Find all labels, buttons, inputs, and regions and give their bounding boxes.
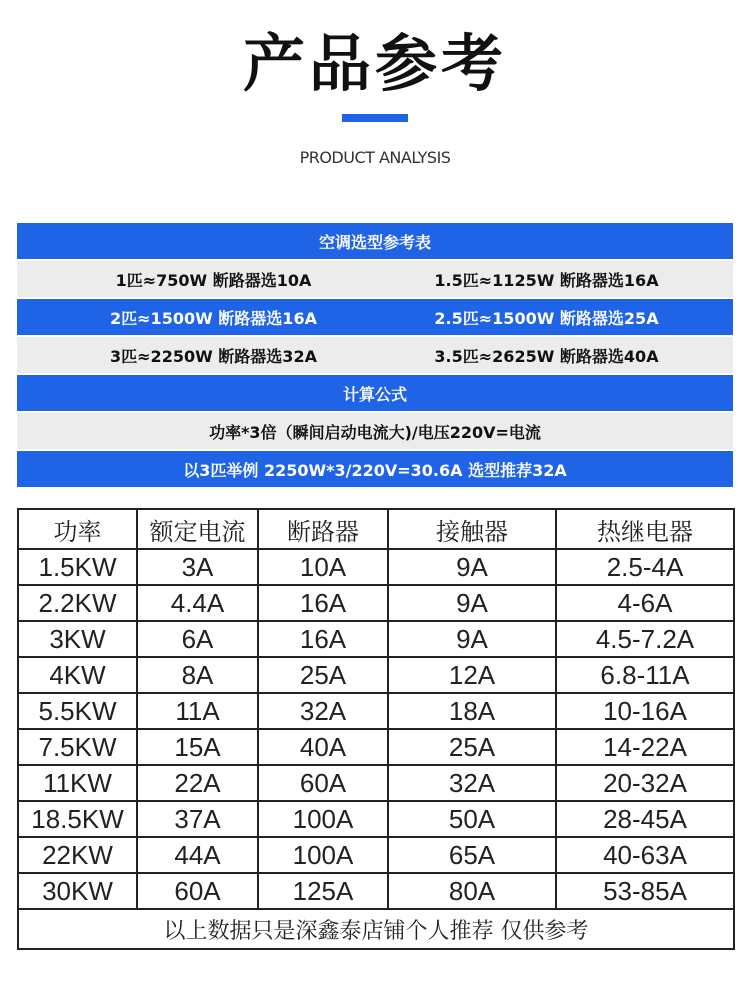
table-cell: 44A <box>137 837 258 873</box>
table-cell: 22A <box>137 765 258 801</box>
table-row <box>18 693 734 729</box>
table-cell: 4.5-7.2A <box>556 621 734 657</box>
table-cell: 50A <box>388 801 556 837</box>
table-cell: 12A <box>388 657 556 693</box>
table-cell: 4KW <box>18 657 137 693</box>
formula-title-row <box>17 375 733 413</box>
table-row <box>18 549 734 585</box>
reference-cell: 3匹≈2250W 断路器选32A <box>110 346 317 366</box>
table-row <box>18 801 734 837</box>
table-cell: 53-85A <box>556 873 734 909</box>
table-cell: 2.2KW <box>18 585 137 621</box>
table-cell: 6.8-11A <box>556 657 734 693</box>
table-footer: 以上数据只是深鑫泰店铺个人推荐 仅供参考 <box>18 909 734 949</box>
table-row <box>18 837 734 873</box>
table-cell: 40-63A <box>556 837 734 873</box>
table-cell: 32A <box>258 693 388 729</box>
reference-title: 空调选型参考表 <box>318 232 431 252</box>
table-row <box>18 765 734 801</box>
table-cell: 6A <box>137 621 258 657</box>
table-footer-row <box>18 909 734 949</box>
table-cell: 60A <box>258 765 388 801</box>
reference-cell: 1匹≈750W 断路器选10A <box>115 270 312 290</box>
table-cell: 2.5-4A <box>556 549 734 585</box>
table-cell: 7.5KW <box>18 729 137 765</box>
table-cell: 3A <box>137 549 258 585</box>
table-cell: 10-16A <box>556 693 734 729</box>
table-cell: 3KW <box>18 621 137 657</box>
table-cell: 4.4A <box>137 585 258 621</box>
reference-title-row <box>17 223 733 261</box>
reference-panel <box>17 223 733 489</box>
header-thermal-relay: 热继电器 <box>556 509 734 549</box>
table-header-row <box>18 509 734 549</box>
header-rated-current: 额定电流 <box>137 509 258 549</box>
example-text: 以3匹举例 2250W*3/220V=30.6A 选型推荐32A <box>183 460 567 480</box>
header-breaker: 断路器 <box>258 509 388 549</box>
table-row <box>18 621 734 657</box>
table-cell: 80A <box>388 873 556 909</box>
table-cell: 9A <box>388 585 556 621</box>
table-cell: 11KW <box>18 765 137 801</box>
reference-cell: 2.5匹≈1500W 断路器选25A <box>434 308 659 328</box>
table-cell: 9A <box>388 621 556 657</box>
table-cell: 22KW <box>18 837 137 873</box>
table-cell: 28-45A <box>556 801 734 837</box>
reference-cell: 1.5匹≈1125W 断路器选16A <box>434 270 659 290</box>
reference-row <box>17 261 733 299</box>
header-power: 功率 <box>18 509 137 549</box>
table-cell: 37A <box>137 801 258 837</box>
table-row <box>18 657 734 693</box>
table-cell: 5.5KW <box>18 693 137 729</box>
reference-row <box>17 337 733 375</box>
reference-cell: 3.5匹≈2625W 断路器选40A <box>434 346 659 366</box>
table-cell: 25A <box>388 729 556 765</box>
table-cell: 125A <box>258 873 388 909</box>
table-cell: 18.5KW <box>18 801 137 837</box>
example-row <box>17 451 733 489</box>
table-cell: 100A <box>258 801 388 837</box>
table-cell: 60A <box>137 873 258 909</box>
table-cell: 20-32A <box>556 765 734 801</box>
table-cell: 8A <box>137 657 258 693</box>
page-subtitle: PRODUCT ANALYSIS <box>299 148 451 167</box>
formula-title: 计算公式 <box>342 384 407 404</box>
table-cell: 18A <box>388 693 556 729</box>
table-row <box>18 729 734 765</box>
table-cell: 14-22A <box>556 729 734 765</box>
table-row <box>18 585 734 621</box>
spec-table <box>17 508 735 950</box>
reference-cell: 2匹≈1500W 断路器选16A <box>110 308 317 328</box>
page-title: 产品参考 <box>242 27 507 100</box>
header-contactor: 接触器 <box>388 509 556 549</box>
reference-row <box>17 299 733 337</box>
table-cell: 16A <box>258 621 388 657</box>
table-cell: 65A <box>388 837 556 873</box>
table-cell: 15A <box>137 729 258 765</box>
table-cell: 30KW <box>18 873 137 909</box>
table-cell: 16A <box>258 585 388 621</box>
table-cell: 100A <box>258 837 388 873</box>
table-cell: 11A <box>137 693 258 729</box>
formula-row <box>17 413 733 451</box>
formula-text: 功率*3倍（瞬间启动电流大)/电压220V=电流 <box>209 422 541 442</box>
table-row <box>18 873 734 909</box>
table-cell: 32A <box>388 765 556 801</box>
table-cell: 1.5KW <box>18 549 137 585</box>
title-underline <box>342 114 408 122</box>
table-cell: 4-6A <box>556 585 734 621</box>
table-cell: 25A <box>258 657 388 693</box>
table-cell: 9A <box>388 549 556 585</box>
table-cell: 40A <box>258 729 388 765</box>
table-cell: 10A <box>258 549 388 585</box>
